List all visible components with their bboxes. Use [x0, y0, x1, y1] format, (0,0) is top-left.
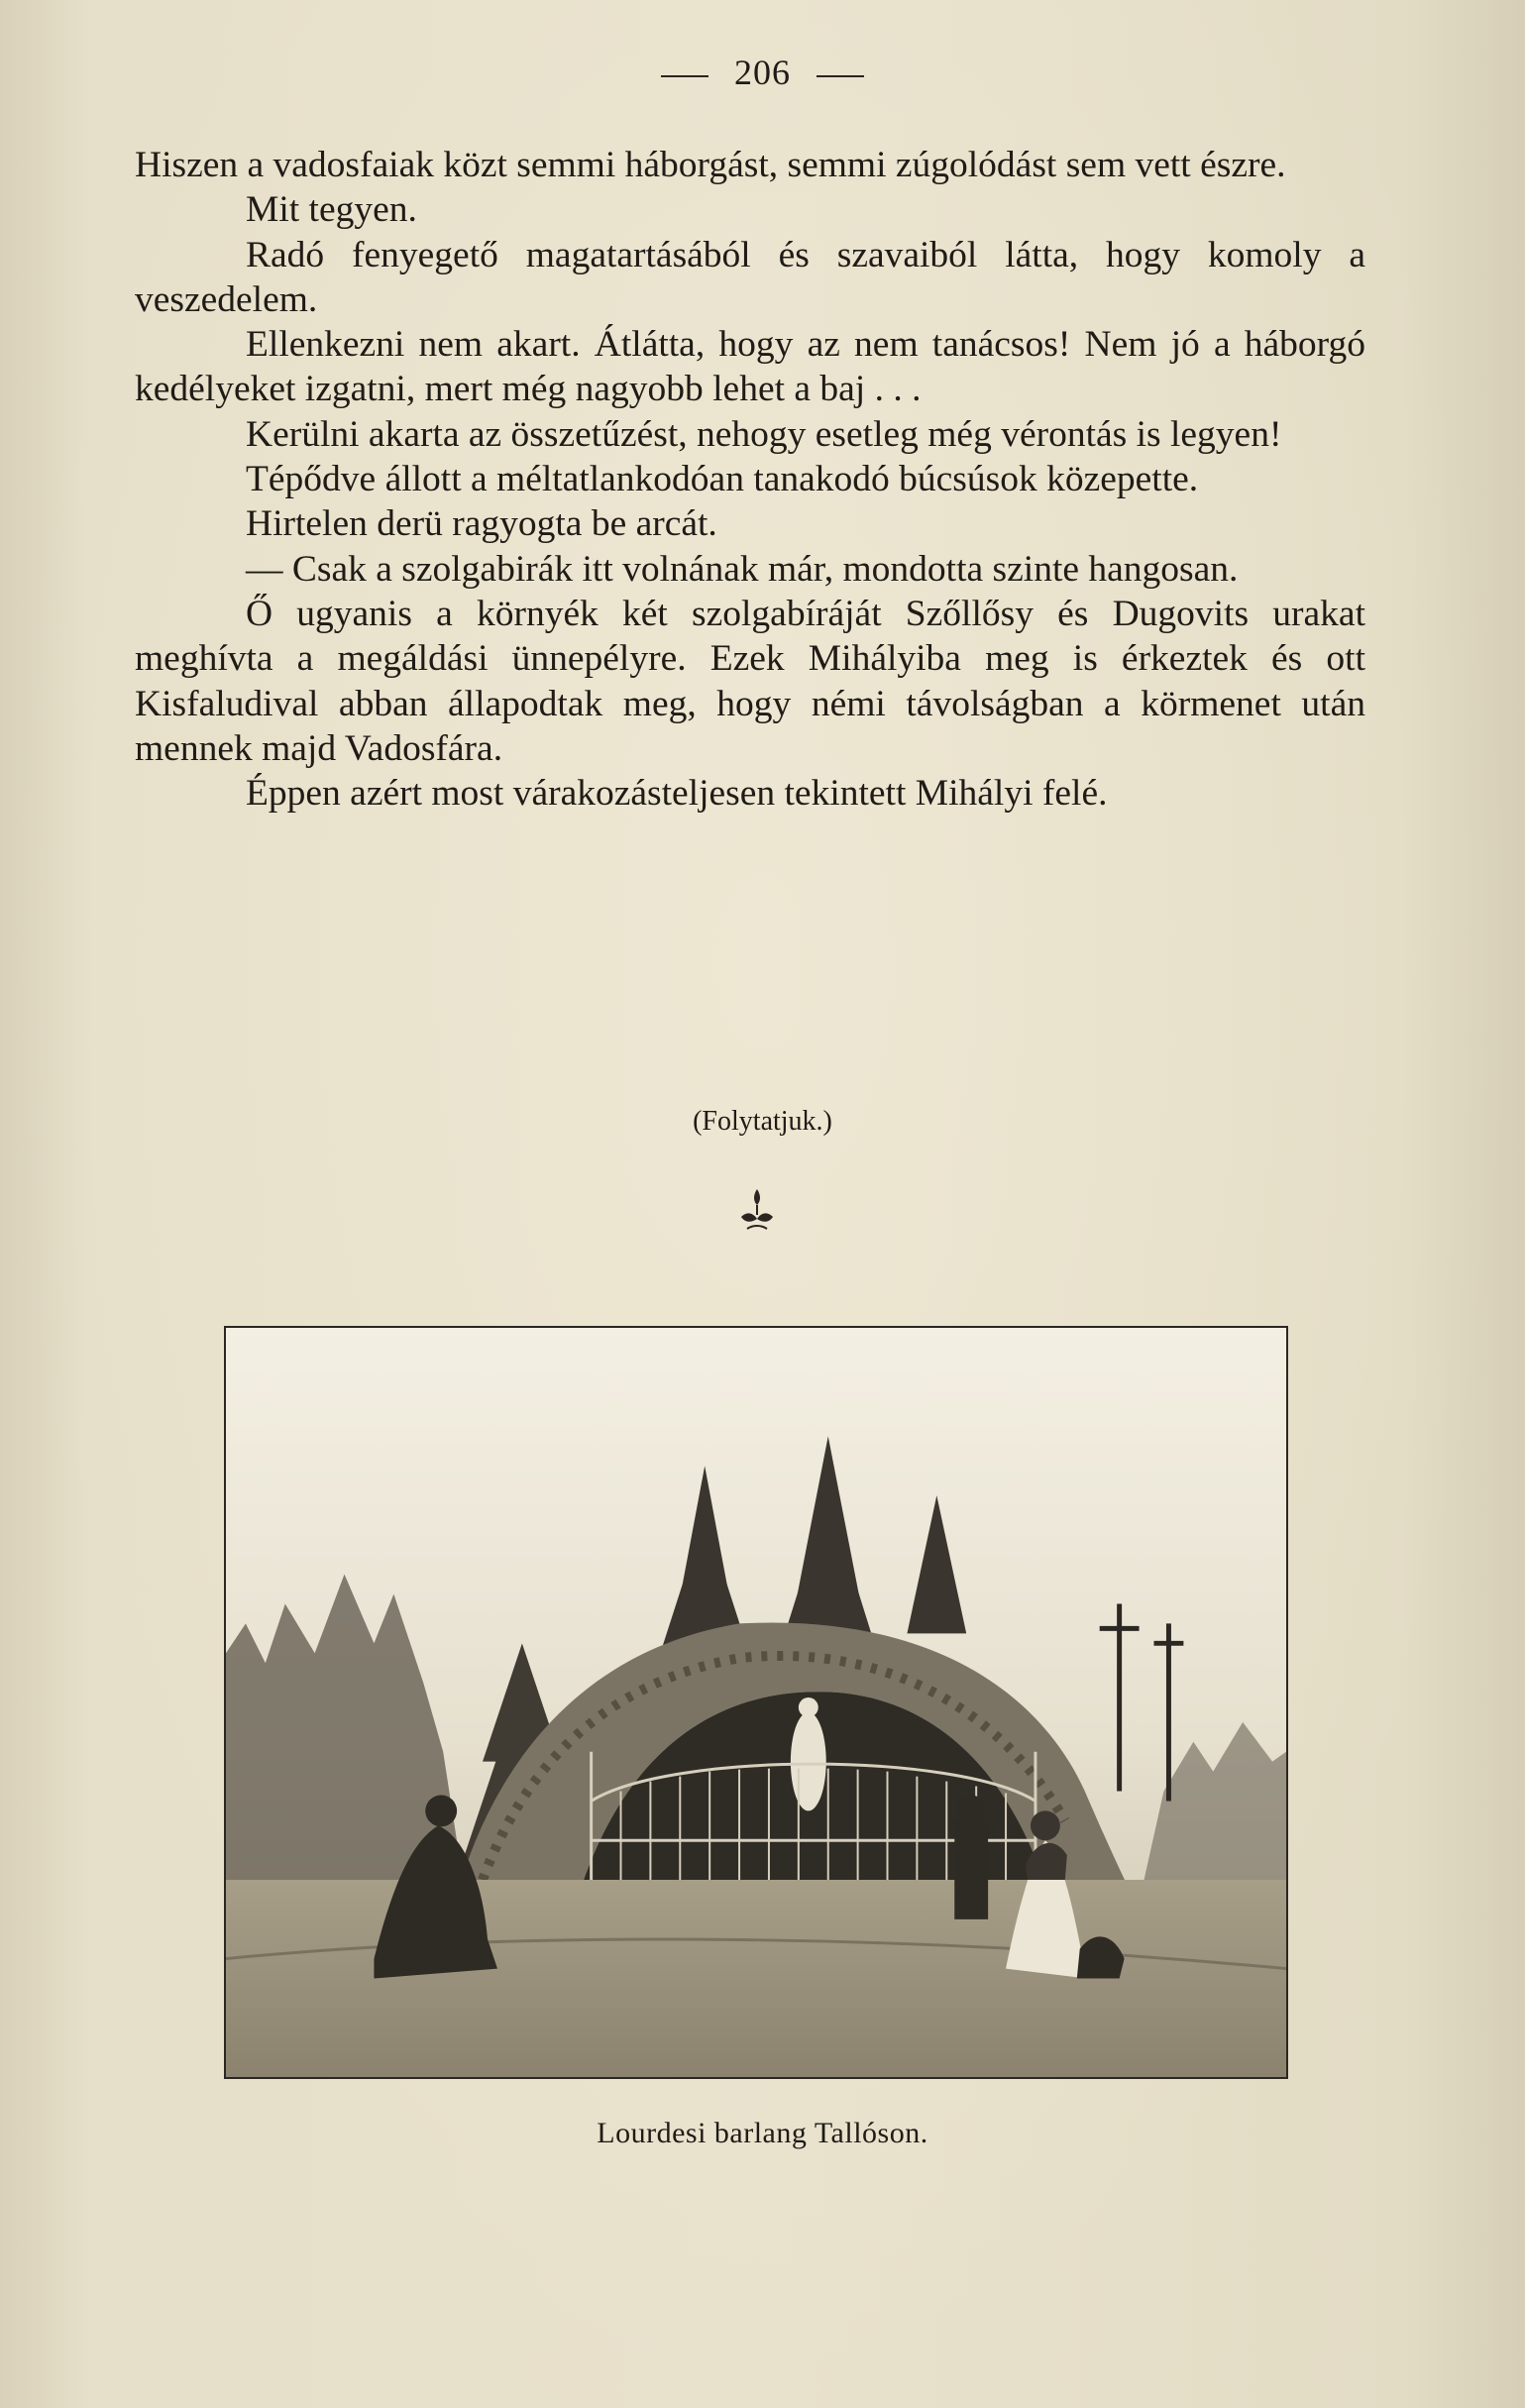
floral-ornament-icon — [737, 1185, 777, 1237]
photo-caption: Lourdesi barlang Tallóson. — [597, 2117, 928, 2149]
page-number — [0, 52, 1525, 93]
paragraph: Radó fenyegető magatartásából és szavaiból látta, hogy komoly a veszedelem. — [135, 234, 1365, 320]
page-number-dash-right — [817, 75, 864, 77]
continuation-note: (Folytatjuk.) — [693, 1106, 832, 1137]
grotto-photo — [224, 1326, 1288, 2079]
body-text — [135, 143, 1365, 816]
page-number-dash-left — [661, 75, 708, 77]
paragraph: Ellenkezni nem akart. Átlátta, hogy az nem tanácsos! Nem jó a háborgó kedélyeket izgatni, mert még nagyobb lehet a baj . . . — [135, 324, 1365, 410]
paragraph: Hirtelen derü ragyogta be arcát. — [246, 503, 717, 545]
paragraph: Mit tegyen. — [246, 189, 417, 231]
paragraph: Kerülni akarta az összetűzést, nehogy esetleg még vérontás is legyen! — [246, 413, 1282, 455]
paragraph: Éppen azért most várakozásteljesen tekintett Mihályi felé. — [246, 773, 1108, 815]
paragraph: Hiszen a vadosfaiak közt semmi háborgást, semmi zúgolódást sem vett észre. — [135, 145, 1286, 185]
paragraph: Tépődve állott a méltatlankodóan tanakodó búcsúsok közepette. — [246, 459, 1199, 500]
paragraph: — Csak a szolgabirák itt volnának már, mondotta szinte hangosan. — [246, 548, 1239, 590]
paragraph: Ő ugyanis a környék két szolgabíráját Szőllősy és Dugovits urakat meghívta a megáldási ünnepélyre. Ezek Mihályiba meg is érkeztek és ott Kisfaludival abban állapodtak meg, hogy némi távolságban a körmenet után mennek majd Vadosfára. — [135, 593, 1365, 769]
page-number-text: 206 — [734, 53, 791, 92]
